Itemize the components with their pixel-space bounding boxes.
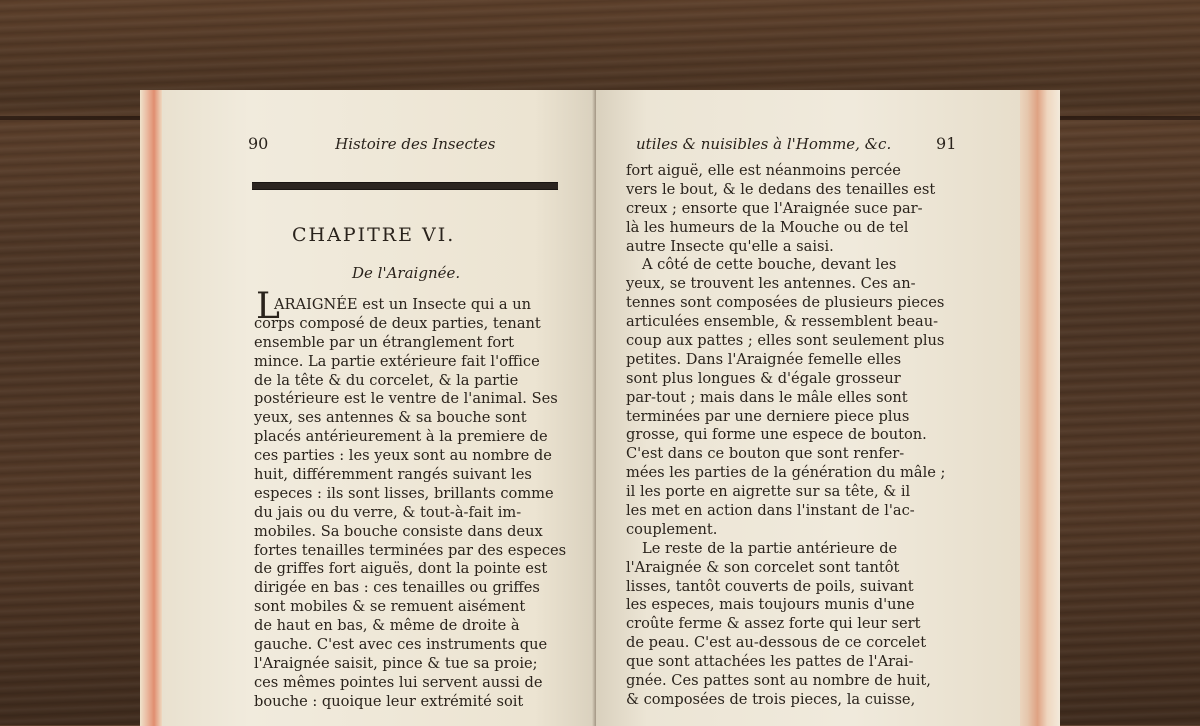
text-line: autre Insecte qu'elle a saisi. [626, 237, 834, 255]
chapter-rule [252, 182, 558, 190]
chapter-subtitle: De l'Araignée. [352, 264, 461, 282]
left-running-head [248, 134, 496, 153]
text-line: huit, différemment rangés suivant les [254, 466, 532, 484]
text-line: lisses, tantôt couverts de poils, suivant [626, 577, 914, 595]
chapter-heading: CHAPITRE VI. [292, 224, 456, 246]
text-line: gnée. Ces pattes sont au nombre de huit, [626, 672, 931, 690]
text-line: corps composé de deux parties, tenant [254, 314, 541, 332]
text-line: coup aux pattes ; elles sont seulement plus [626, 332, 945, 350]
text-line: ces mêmes pointes lui servent aussi de [254, 673, 543, 691]
open-book [140, 86, 1060, 726]
text-line: ces parties : les yeux sont au nombre de [254, 447, 552, 465]
text-line: vers le bout, & le dedans des tenailles est [626, 180, 936, 198]
text-line: creux ; ensorte que l'Araignée suce par- [626, 199, 923, 217]
text-line: de peau. C'est au-dessous de ce corcelet [626, 634, 927, 652]
text-line: gauche. C'est avec ces instruments que [254, 636, 548, 654]
right-running-head [636, 134, 956, 153]
text-line: petites. Dans l'Araignée femelle elles [626, 350, 902, 368]
text-line: tennes sont composées de plusieurs pieces [626, 294, 945, 312]
text-line: fortes tenailles terminées par des especes [254, 541, 567, 559]
text-line: ARAIGNÉE est un Insecte qui a un [274, 296, 532, 313]
text-line: croûte ferme & assez forte qui leur sert [626, 615, 921, 633]
text-line: de haut en bas, & même de droite à [254, 617, 520, 635]
text-line: de la tête & du corcelet, & la partie [254, 371, 519, 389]
text-line: dirigée en bas : ces tenailles ou griffes [254, 579, 540, 597]
text-line: sont plus longues & d'égale grosseur [626, 369, 901, 387]
right-running-title: utiles & nuisibles à l'Homme, &c. [636, 135, 892, 153]
text-line: que sont attachées les pattes de l'Arai- [626, 653, 914, 671]
text-line: mées les parties de la génération du mâle ; [626, 464, 946, 482]
text-line: Le reste de la partie antérieure de [642, 539, 898, 557]
text-line: terminées par une derniere piece plus [626, 407, 910, 425]
right-page-number: 91 [936, 134, 957, 153]
text-line: les met en action dans l'instant de l'ac- [626, 502, 915, 520]
text-line: fort aiguë, elle est néanmoins percée [626, 162, 901, 179]
text-line: yeux, se trouvent les antennes. Ces an- [626, 275, 916, 293]
text-line: mince. La partie extérieure fait l'office [254, 352, 540, 370]
text-line: articulées ensemble, & ressemblent beau- [626, 313, 939, 331]
text-line: sont mobiles & se remuent aisément [254, 598, 526, 616]
text-line: especes : ils sont lisses, brillants comme [254, 484, 554, 502]
text-line: A côté de cette bouche, devant les [642, 256, 897, 274]
left-body-text [254, 296, 566, 712]
left-running-title: Histoire des Insectes [335, 135, 496, 153]
text-line: de griffes fort aiguës, dont la pointe est [254, 560, 548, 578]
text-line: & composées de trois pieces, la cuisse, [626, 690, 916, 708]
right-body-text [626, 162, 945, 710]
text-line: mobiles. Sa bouche consiste dans deux [254, 522, 543, 540]
text-line: par-tout ; mais dans le mâle elles sont [626, 388, 908, 406]
right-page [596, 90, 1020, 726]
left-page [162, 90, 600, 726]
left-page-number: 90 [248, 134, 269, 153]
text-line: là les humeurs de la Mouche ou de tel [626, 218, 909, 236]
text-line: grosse, qui forme une espece de bouton. [626, 426, 927, 444]
text-line: couplement. [626, 520, 718, 538]
text-line: postérieure est le ventre de l'animal. Ses [254, 390, 558, 408]
text-line: bouche : quoique leur extrémité soit [254, 692, 524, 710]
text-line: ensemble par un étranglement fort [254, 333, 515, 351]
drop-cap: L [256, 286, 280, 327]
text-line: l'Araignée saisit, pince & tue sa proie; [254, 654, 538, 672]
text-line: il les porte en aigrette sur sa tête, & il [626, 483, 911, 501]
text-line: les especes, mais toujours munis d'une [626, 596, 915, 614]
text-line: l'Araignée & son corcelet sont tantôt [626, 558, 900, 576]
text-line: placés antérieurement à la premiere de [254, 428, 548, 446]
text-line: C'est dans ce bouton que sont renfer- [626, 445, 905, 463]
text-line: du jais ou du verre, & tout-à-fait im- [254, 503, 522, 521]
text-line: yeux, ses antennes & sa bouche sont [254, 409, 527, 427]
